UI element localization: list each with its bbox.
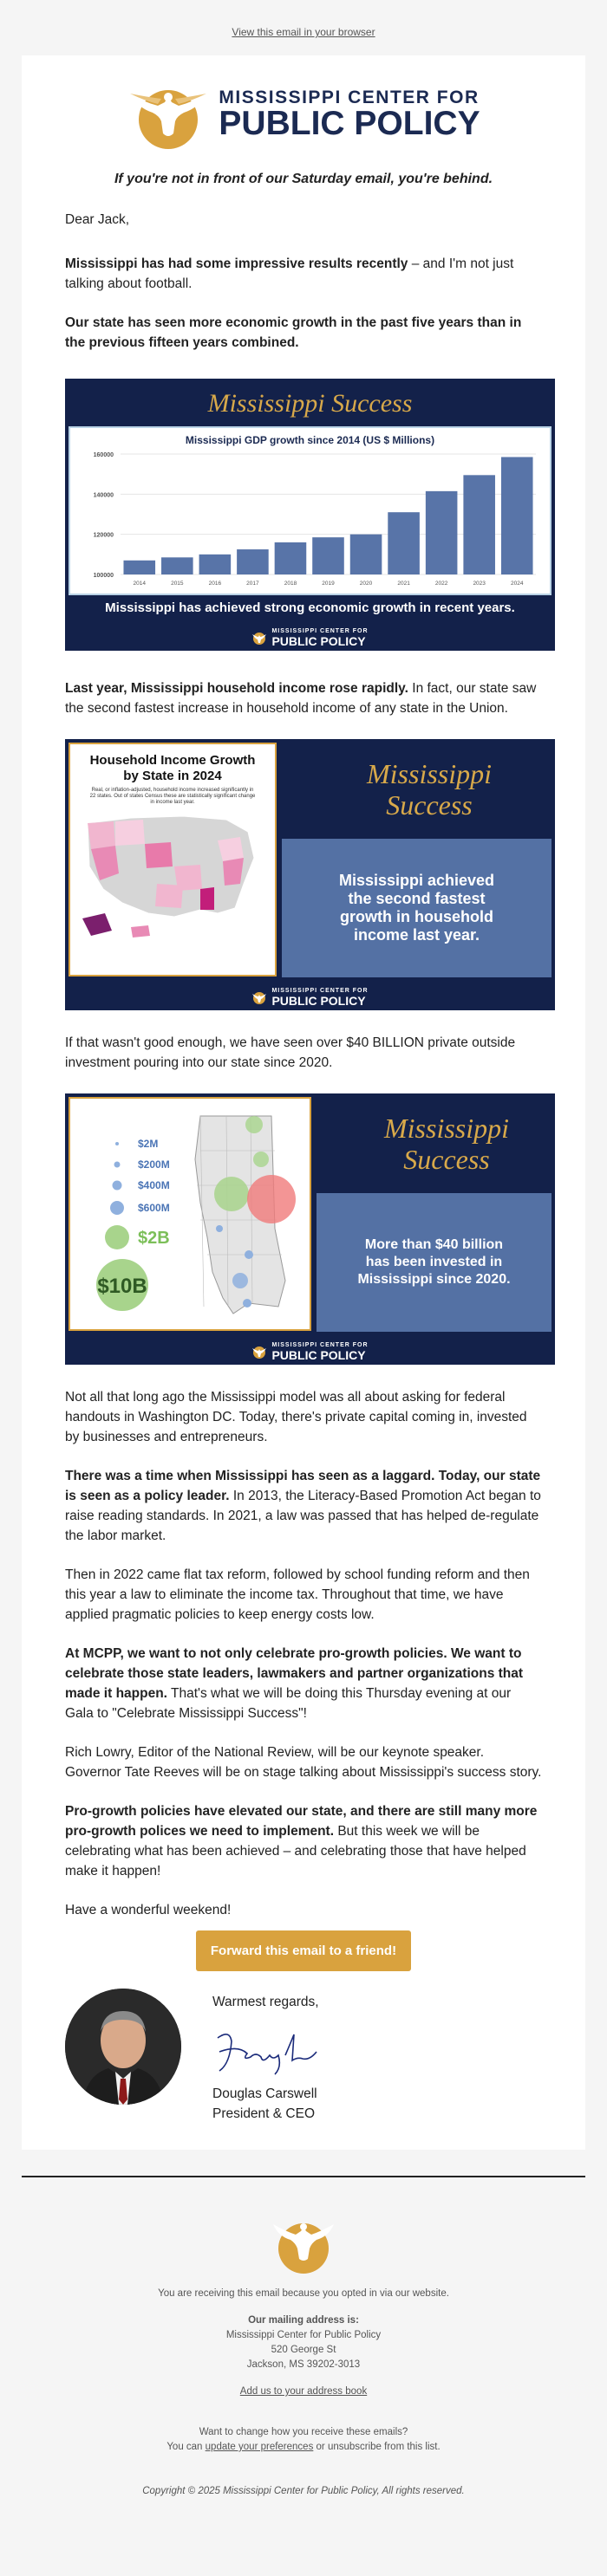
graphic1-logo-l1: MISSISSIPPI CENTER FOR [271, 628, 369, 634]
gdp-x-tick-label: 2018 [284, 581, 297, 587]
paragraph-8 [65, 1644, 542, 1723]
paragraph-3-bold: Last year, Mississippi household income rose rapidly. [65, 681, 408, 696]
gdp-y-tick-label: 160000 [93, 452, 114, 458]
gdp-bar [350, 535, 382, 574]
footer-eagle-logo-icon [271, 2212, 336, 2274]
paragraph-7: Then in 2022 came flat tax reform, followed by school funding reform and then this year a law to eliminate the income tax. Throughout that time, we have applied pragmatic policies to keep energy costs low. [65, 1567, 530, 1622]
view-in-browser-link[interactable]: View this email in your browser [232, 26, 375, 38]
investment-graphic [65, 1093, 555, 1365]
eagle-logo-icon [127, 76, 210, 151]
gdp-y-tick-label: 120000 [93, 532, 114, 539]
graphic1-logo-l2: PUBLIC POLICY [271, 634, 366, 648]
gdp-bar [463, 475, 495, 574]
paragraph-8-bold: At MCPP, we want to not only celebrate pro-growth policies. We want to celebrate those state leaders, lawmakers and partner organizations that made it happen. [65, 1646, 524, 1701]
footer-opt-in: You are receiving this email because you opted in via our website. [158, 2288, 449, 2299]
paragraph-6 [65, 1466, 542, 1546]
gdp-x-tick-label: 2019 [322, 581, 335, 587]
gdp-chart-title: Mississippi GDP growth since 2014 (US $ Millions) [185, 434, 435, 446]
footer-street: 520 George St [271, 2345, 336, 2355]
gdp-x-tick-label: 2016 [208, 581, 222, 587]
tagline: If you're not in front of our Saturday email, you're behind. [114, 172, 493, 186]
income-map-subtitle: Real, or inflation-adjusted, household income increased significantly in 22 states. Out of states Census these are statistically significant change in income last year. [89, 788, 256, 805]
signature-name: Douglas Carswell [212, 2086, 317, 2101]
gdp-bar [123, 561, 155, 574]
gdp-bar [275, 542, 307, 574]
paragraph-1-bold: Mississippi has had some impressive results recently [65, 256, 408, 271]
footer-change-question: Want to change how you receive these emails? [199, 2427, 408, 2437]
update-preferences-link[interactable]: update your preferences [205, 2442, 314, 2452]
signoff: Warmest regards, [212, 1995, 319, 2009]
us-income-map [70, 806, 275, 953]
gdp-x-tick-label: 2014 [133, 581, 147, 587]
forward-button-row [65, 1930, 542, 1971]
graphic2-footer-logo [65, 988, 555, 1007]
gdp-x-tick-label: 2020 [359, 581, 373, 587]
footer-org: Mississippi Center for Public Policy [225, 2330, 382, 2340]
footer-you-can: You can [166, 2442, 206, 2452]
paragraph-10-rest: But this week we will be celebrating what has been achieved – and celebrating those that have helped make it happen! [65, 1824, 526, 1878]
mississippi-investment-map [70, 1099, 310, 1329]
paragraph-6-rest: In 2013, the Literacy-Based Promotion Act began to raise reading standards. In 2021, a law was passed that has helped de-regulate the labor market. [65, 1489, 541, 1543]
investment-map-panel [69, 1097, 311, 1331]
paragraph-6-bold: There was a time when Mississippi has seen as a laggard. Today, our state is seen as a policy leader. [65, 1469, 541, 1503]
legend-2b: $2B [138, 1229, 170, 1248]
graphic3-panel: More than $40 billion has been invested in Mississippi since 2020. [317, 1193, 552, 1332]
paragraph-4: If that wasn't good enough, we have seen over $40 BILLION private outside investment pouring into our state since 2020. [65, 1035, 516, 1070]
legend-400m: $400M [138, 1179, 170, 1191]
gdp-x-tick-label: 2024 [510, 581, 524, 587]
graphic3-logo-l2: PUBLIC POLICY [271, 1348, 366, 1362]
gdp-x-tick-label: 2017 [246, 581, 259, 587]
graphic2-logo-l2: PUBLIC POLICY [271, 994, 366, 1008]
legend-10b: $10B [97, 1275, 147, 1298]
graphic2-script-title: Mississippi Success [366, 758, 493, 821]
footer-mailing-label: Our mailing address is: [248, 2315, 359, 2326]
paragraph-2: Our state has seen more economic growth in the past five years than in the previous fifteen years combined. [65, 315, 522, 350]
email-card [22, 55, 585, 2150]
gdp-growth-graphic [65, 379, 555, 651]
portrait-photo [65, 1989, 181, 2105]
handwritten-signature [212, 2026, 325, 2078]
forward-email-button[interactable]: Forward this email to a friend! [196, 1930, 411, 1971]
footer-preferences-line [0, 2440, 607, 2455]
eagle-small-icon [251, 990, 267, 1005]
paragraph-9: Rich Lowry, Editor of the National Review, will be our keynote speaker. Governor Tate Reeves will be on stage talking about Mississippi's success story. [65, 1745, 542, 1780]
paragraph-1-rest: – and I'm not just talking about football. [65, 256, 514, 291]
gdp-x-tick-label: 2015 [171, 581, 184, 587]
gdp-bar-chart [70, 428, 550, 594]
gdp-y-tick-label: 140000 [93, 492, 114, 499]
paragraph-3 [65, 678, 542, 718]
eagle-small-icon [251, 1344, 267, 1359]
household-income-graphic [65, 739, 555, 1010]
gdp-bar [237, 549, 269, 574]
graphic3-logo-l1: MISSISSIPPI CENTER FOR [271, 1342, 369, 1348]
email-footer [0, 2177, 607, 2499]
paragraph-3-rest: In fact, our state saw the second fastest increase in household income of any state in the Union. [65, 681, 537, 716]
gdp-y-tick-label: 100000 [93, 573, 114, 579]
gdp-x-tick-label: 2022 [434, 581, 448, 587]
gdp-x-tick-label: 2023 [473, 581, 486, 587]
view-in-browser-bar [0, 0, 607, 55]
logo-line1: MISSISSIPPI CENTER FOR [219, 87, 480, 107]
legend-2m: $2M [138, 1138, 159, 1150]
gdp-bar [199, 555, 232, 574]
add-to-address-book-link[interactable]: Add us to your address book [239, 2386, 368, 2397]
graphic1-footer-logo [65, 628, 555, 647]
paragraph-11: Have a wonderful weekend! [65, 1903, 232, 1917]
gdp-bar [161, 557, 193, 574]
greeting: Dear Jack, [65, 212, 130, 227]
footer-unsubscribe-text[interactable]: or unsubscribe from this list. [313, 2442, 441, 2452]
gdp-bar [426, 491, 458, 574]
legend-600m: $600M [138, 1202, 170, 1214]
gdp-chart [69, 426, 552, 595]
signature-title: President & CEO [212, 2106, 316, 2121]
graphic3-footer-logo [65, 1342, 555, 1361]
income-map-title: Household Income Growth by State in 2024 [89, 753, 256, 783]
paragraph-5: Not all that long ago the Mississippi model was all about asking for federal handouts in Washington DC. Today, there's private capital coming in, invested by businesses and entrepreneurs. [65, 1390, 527, 1444]
paragraph-8-rest: That's what we will be doing this Thursday evening at our Gala to "Celebrate Mississippi Success"! [65, 1686, 512, 1721]
legend-200m: $200M [138, 1158, 170, 1171]
gdp-bar [501, 457, 533, 574]
graphic2-panel: Mississippi achieved the second fastest growth in household income last year. [282, 839, 552, 977]
graphic1-script-title: Mississippi Success [207, 389, 413, 418]
signature-block [65, 1989, 542, 2124]
footer-copyright: Copyright © 2025 Mississippi Center for Public Policy, All rights reserved. [142, 2486, 465, 2496]
footer-city: Jackson, MS 39202-3013 [246, 2359, 361, 2370]
gdp-x-tick-label: 2021 [397, 581, 410, 587]
mcpp-logo[interactable] [65, 55, 542, 159]
paragraph-1 [65, 254, 542, 294]
paragraph-10-bold: Pro-growth policies have elevated our state, and there are still many more pro-growth polices we need to implement. [65, 1804, 538, 1839]
income-map-panel [69, 743, 277, 977]
logo-line2: PUBLIC POLICY [219, 104, 480, 142]
graphic2-logo-l1: MISSISSIPPI CENTER FOR [271, 988, 369, 994]
signature-text [212, 1989, 325, 2124]
gdp-bar [388, 512, 420, 574]
graphic1-caption: Mississippi has achieved strong economic growth in recent years. [105, 600, 515, 615]
gdp-bar [312, 537, 344, 574]
avatar [65, 1989, 181, 2105]
eagle-small-icon [251, 630, 267, 646]
paragraph-10 [65, 1801, 542, 1881]
graphic3-script-title: Mississippi Success [383, 1113, 510, 1175]
